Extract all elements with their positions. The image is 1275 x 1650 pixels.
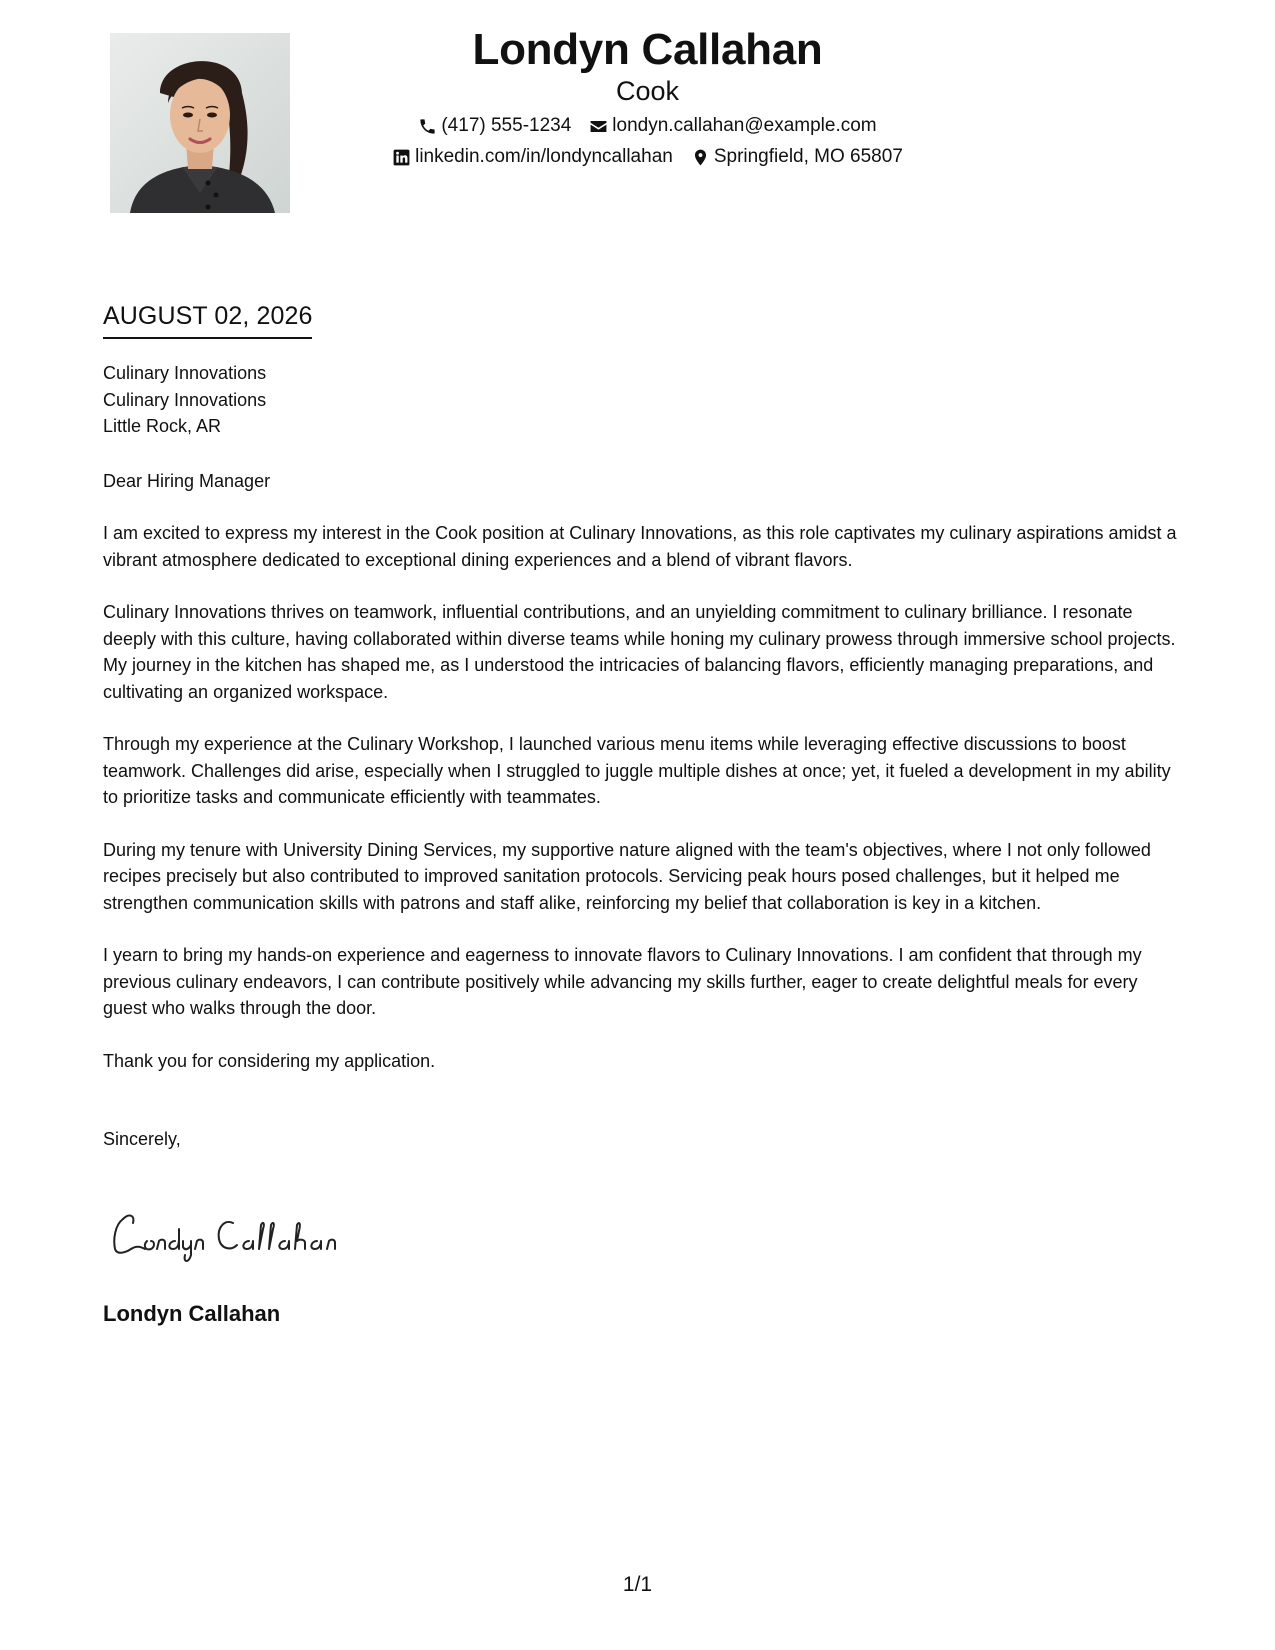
paragraph: I am excited to express my interest in the Cook position at Culinary Innovations, as this role captivates my culinary aspirations amidst a vibrant atmosphere dedicated to exceptional dining experiences and a blend of vibrant flavors. xyxy=(103,523,1177,570)
contact-phone[interactable] xyxy=(418,114,571,138)
linkedin-icon xyxy=(392,148,411,167)
recipient-line-1: Culinary Innovations xyxy=(103,363,267,383)
phone-icon xyxy=(418,117,437,136)
signer-name: Londyn Callahan xyxy=(103,1301,281,1326)
letter-date: AUGUST 02, 2026 xyxy=(103,300,312,339)
profile-photo xyxy=(110,33,290,213)
contact-email[interactable] xyxy=(589,114,876,138)
handwritten-signature xyxy=(103,1205,373,1265)
recipient-block xyxy=(103,360,1178,440)
contact-linkedin[interactable] xyxy=(392,145,673,169)
paragraph: Culinary Innovations thrives on teamwork, influential contributions, and an unyielding commitment to culinary brilliance. I resonate deeply with this culture, having collaborated within diverse teams while honing my culinary prowess through immersive school projects. My journey in the kitchen has shaped me, as I understood the intricacies of balancing flavors, efficiently managing preparations, and cultivating an organized workspace. xyxy=(103,602,1176,702)
paragraph: Thank you for considering my application. xyxy=(103,1050,436,1071)
closing: Sincerely, xyxy=(103,1129,181,1149)
envelope-icon xyxy=(589,117,608,136)
applicant-role: Cook xyxy=(615,76,680,106)
contact-line-2 xyxy=(320,145,975,169)
contact-location xyxy=(691,145,903,169)
page-number: 1/1 xyxy=(622,1573,653,1596)
paragraph: During my tenure with University Dining Services, my supportive nature aligned with the team's objectives, where I not only followed recipes precisely but also contributed to improved sanitation protocols. Servicing peak hours posed challenges, but it helped me strengthen communication skills with patrons and staff alike, reinforcing my belief that collaboration is key in a kitchen. xyxy=(103,839,1151,913)
signature-icon xyxy=(103,1205,373,1265)
recipient-line-3: Little Rock, AR xyxy=(103,416,222,436)
letter-body xyxy=(103,360,1178,1153)
linkedin-text: linkedin.com/in/londyncallahan xyxy=(415,146,673,167)
paragraph: Through my experience at the Culinary Workshop, I launched various menu items while leveraging effective discussions to boost teamwork. Challenges did arise, especially when I struggled to juggle multiple dishes at once; yet, it fueled a development in my ability to prioritize tasks and communicate efficiently with teammates. xyxy=(103,734,1171,807)
letter-header xyxy=(320,24,975,169)
phone-text: (417) 555-1234 xyxy=(441,115,572,136)
location-text: Springfield, MO 65807 xyxy=(713,146,903,167)
salutation: Dear Hiring Manager xyxy=(103,470,271,491)
contact-line-1 xyxy=(320,114,975,138)
applicant-name: Londyn Callahan xyxy=(472,25,823,74)
recipient-line-2: Culinary Innovations xyxy=(103,389,267,410)
photo-icon xyxy=(110,33,290,213)
paragraph: I yearn to bring my hands-on experience and eagerness to innovate flavors to Culinary Innovations. I am confident that through my previous culinary endeavors, I can contribute positively while advancing my skills further, eager to create delightful meals for every guest who walks through the door. xyxy=(103,945,1142,1018)
email-text: londyn.callahan@example.com xyxy=(612,115,877,136)
map-pin-icon xyxy=(691,148,710,167)
